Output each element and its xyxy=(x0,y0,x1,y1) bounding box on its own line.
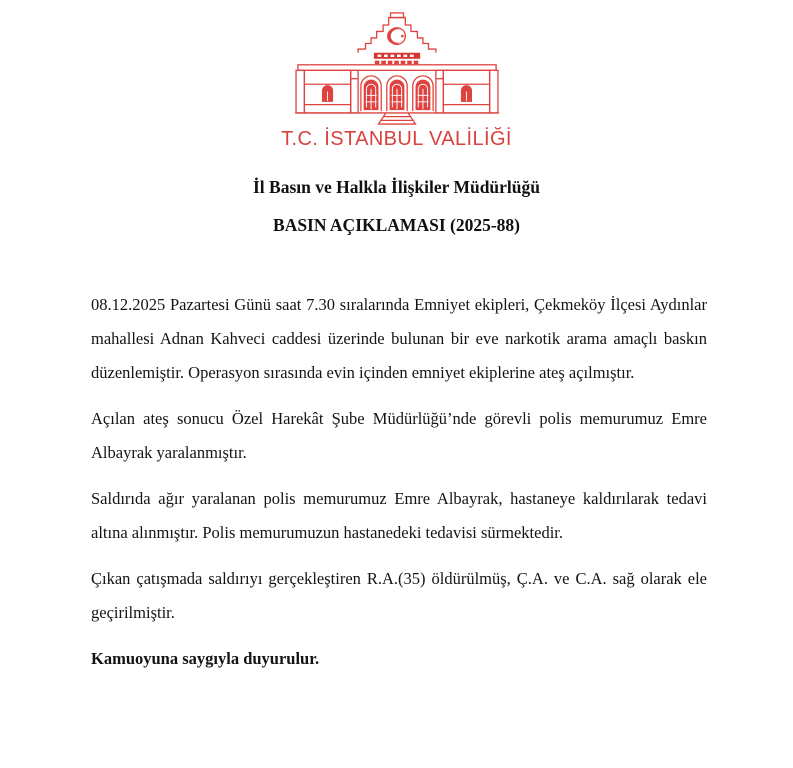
press-paragraph-1: 08.12.2025 Pazartesi Günü saat 7.30 sıralarında Emniyet ekipleri, Çekmeköy İlçesi Aydınlar mahallesi Adnan Kahveci caddesi üzerinde bulunan bir eve narkotik arama amaçlı baskın düzenlemiştir. Operasyon sırasında evin içinden emniyet ekiplerine ateş açılmıştır. xyxy=(91,295,707,382)
closing-line: Kamuoyuna saygıyla duyurulur. xyxy=(91,649,320,668)
press-paragraph-4: Çıkan çatışmada saldırıyı gerçekleştiren R.A.(35) öldürülmüş, Ç.A. ve C.A. sağ olarak ele geçirilmiştir. xyxy=(91,569,707,622)
logo-wordmark: T.C. İSTANBUL VALİLİĞİ xyxy=(281,128,512,150)
press-paragraph-2: Açılan ateş sonucu Özel Harekât Şube Müdürlüğü’nde görevli polis memurumuz Emre Albayrak yaralanmıştır. xyxy=(91,409,707,462)
press-release-title: BASIN AÇIKLAMASI (2025-88) xyxy=(273,215,520,235)
istanbul-governorship-logo xyxy=(267,12,527,151)
press-release-body xyxy=(0,288,793,676)
department-title: İl Basın ve Halkla İlişkiler Müdürlüğü xyxy=(252,177,541,197)
press-paragraph-3: Saldırıda ağır yaralanan polis memurumuz Emre Albayrak, hastaneye kaldırılarak tedavi altına alınmıştır. Polis memurumuzun hastanedeki tedavisi sürmektedir. xyxy=(91,489,707,542)
governorship-building-icon xyxy=(295,12,499,125)
